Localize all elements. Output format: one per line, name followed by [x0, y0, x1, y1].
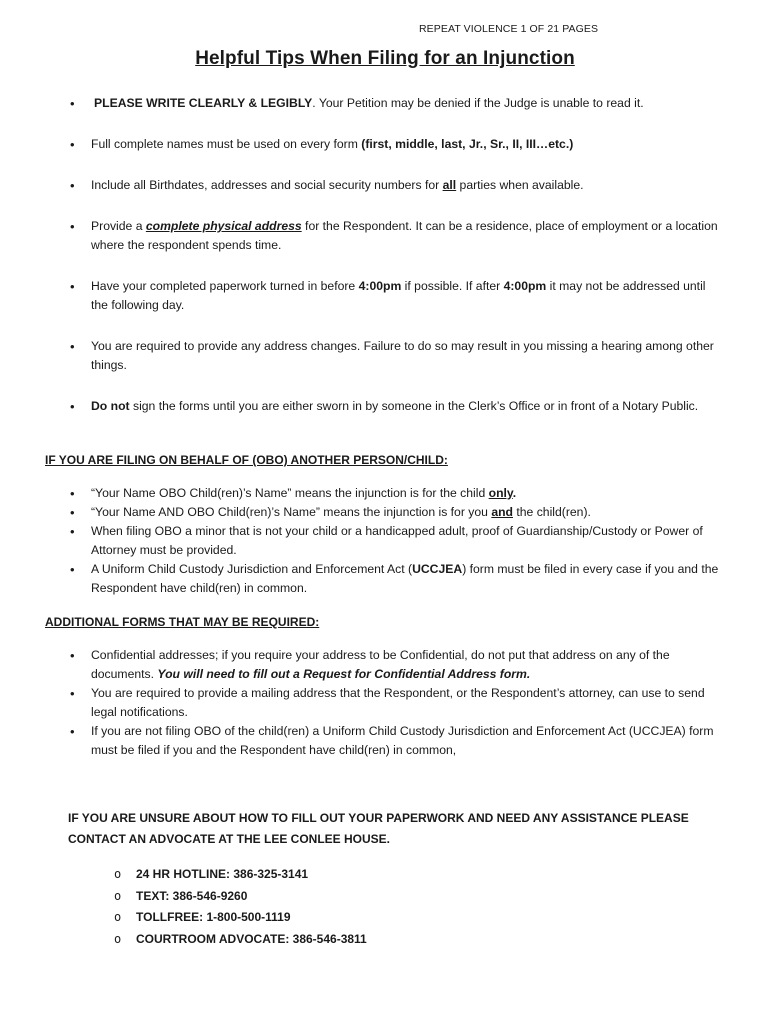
tip-1-bold: PLEASE WRITE CLEARLY & LEGIBLY [94, 96, 313, 110]
additional-1-emphasis: You will need to fill out a Request for Confidential Address form. [157, 667, 531, 681]
obo-2-pre: “Your Name AND OBO Child(ren)’s Name” means the injunction is for you [91, 505, 492, 519]
list-item [70, 277, 720, 315]
list-item [70, 684, 724, 722]
contact-courtroom-advocate: o COURTROOM ADVOCATE: 386-546-3811 [114, 929, 367, 951]
list-item [70, 176, 720, 195]
tip-4-pre: Provide a [91, 219, 146, 233]
tip-6-text: You are required to provide any address changes. Failure to do so may result in you missing a hearing among other things. [91, 339, 714, 372]
tips-list [70, 94, 720, 438]
tip-5-time-2: 4:00pm [503, 279, 547, 293]
obo-4-pre: A Uniform Child Custody Jurisdiction and Enforcement Act ( [91, 562, 413, 576]
list-item [70, 397, 720, 416]
additional-1-pre: Confidential addresses; if you require your address to be Confidential, do not put that address on any of the documents. [91, 648, 670, 681]
additional-forms-heading: ADDITIONAL FORMS THAT MAY BE REQUIRED: [45, 615, 320, 629]
list-item [70, 135, 720, 154]
list-item [70, 522, 724, 560]
tip-5-mid: if possible. If after [401, 279, 504, 293]
tip-7-post: sign the forms until you are either sworn in by someone in the Clerk’s Office or in front of a Notary Public. [129, 399, 699, 413]
obo-2-post: the child(ren). [513, 505, 591, 519]
obo-4-post: ) form must be filed in every case if you and the Respondent have child(ren) in common. [91, 562, 719, 595]
list-item [70, 484, 724, 503]
list-item [70, 94, 720, 113]
obo-3-text: When filing OBO a minor that is not your child or a handicapped adult, proof of Guardianship/Custody or Power of Attorney must be provided. [91, 524, 703, 557]
obo-1-post: . [512, 486, 517, 500]
tip-3-post: parties when available. [456, 178, 584, 192]
additional-3-text: If you are not filing OBO of the child(ren) a Uniform Child Custody Jurisdiction and Enforcement Act (UCCJEA) form must be filed if you and the Respondent have child(ren) in common, [91, 724, 714, 757]
tip-4-post: for the Respondent. It can be a residence, place of employment or a location where the respondent spends time. [91, 219, 718, 252]
list-item [70, 646, 724, 684]
obo-section-heading: IF YOU ARE FILING ON BEHALF OF (OBO) ANOTHER PERSON/CHILD: [45, 453, 448, 467]
tip-5-post: it may not be addressed until the following day. [91, 279, 706, 312]
tip-3-pre: Include all Birthdates, addresses and social security numbers for [91, 178, 443, 192]
contact-text: o TEXT: 386-546-9260 [114, 886, 367, 908]
obo-4-bold: UCCJEA [412, 562, 463, 576]
tip-2-bold: (first, middle, last, Jr., Sr., II, III…etc.) [361, 137, 574, 151]
obo-list [70, 484, 724, 598]
tip-5-time-1: 4:00pm [358, 279, 402, 293]
list-item [70, 722, 724, 760]
contact-tollfree: o TOLLFREE: 1-800-500-1119 [114, 907, 367, 929]
tip-2-text: Full complete names must be used on every form [91, 137, 362, 151]
tip-4-bold: complete physical address [145, 219, 302, 233]
obo-1-pre: “Your Name OBO Child(ren)’s Name” means the injunction is for the child [91, 486, 489, 500]
additional-forms-list [70, 646, 724, 760]
document-title: Helpful Tips When Filing for an Injunction [195, 48, 575, 69]
list-item [70, 503, 724, 522]
page-header-note: REPEAT VIOLENCE 1 OF 21 PAGES [419, 23, 599, 35]
tip-7-bold: Do not [91, 399, 130, 413]
list-item [70, 337, 720, 375]
obo-2-bold: and [491, 505, 513, 519]
tip-5-pre: Have your completed paperwork turned in before [91, 279, 359, 293]
contact-list [114, 864, 367, 950]
tip-1-text: . Your Petition may be denied if the Judge is unable to read it. [312, 96, 644, 110]
list-item [70, 217, 720, 255]
assistance-notice: IF YOU ARE UNSURE ABOUT HOW TO FILL OUT YOUR PAPERWORK AND NEED ANY ASSISTANCE PLEASE CONTACT AN ADVOCATE AT THE LEE CONLEE HOUSE. [68, 811, 689, 846]
additional-2-text: You are required to provide a mailing address that the Respondent, or the Respondent’s attorney, can use to send legal notifications. [91, 686, 705, 719]
list-item [70, 560, 724, 598]
contact-hotline: o 24 HR HOTLINE: 386-325-3141 [114, 864, 367, 886]
obo-1-bold: only [488, 486, 513, 500]
tip-3-bold: all [442, 178, 457, 192]
